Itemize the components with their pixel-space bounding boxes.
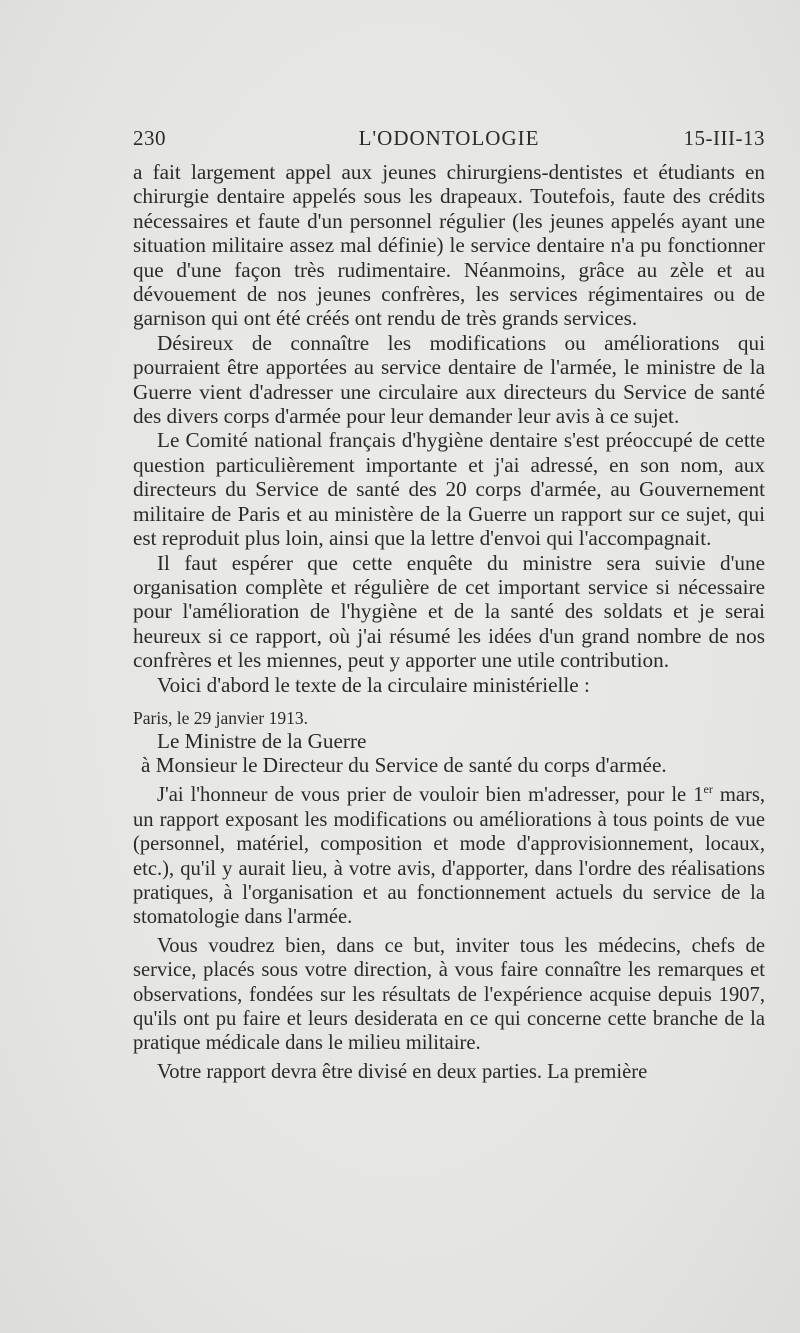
ordinal-suffix: er <box>703 782 713 797</box>
circular-paragraph-2: Vous voudrez bien, dans ce but, inviter tous les médecins, chefs de service, placés sous votre direction, à vous faire connaître les remarques et observations, fondées sur les résultats de l'expérience acquise depuis 1907, qu'ils ont pu faire et leurs desiderata en ce qui concerne cette branche de la pratique médicale dans le milieu militaire. <box>133 934 765 1055</box>
circular-paragraph-1 <box>133 783 765 929</box>
paragraph-5: Voici d'abord le texte de la circulaire ministérielle : <box>157 672 590 697</box>
paragraph-4: Il faut espérer que cette enquête du ministre sera suivie d'une organisation complète et régulière de cet important service si nécessaire pour l'amélioration de l'hygiène et de la santé des soldats et je serai heureux si ce rapport, où j'ai résumé les idées d'un grand nombre de nos confrères et les miennes, peut y apporter une utile contribution. <box>133 550 765 673</box>
circular-dateline: Paris, le 29 janvier 1913. <box>133 707 308 728</box>
circular-recipient: à Monsieur le Directeur du Service de santé du corps d'armée. <box>141 752 667 777</box>
circular-paragraph-1-rest: mars, un rapport exposant les modifications ou améliorations à tous points de vue (personnel, matériel, composition et mode d'approvisionnement, locaux, etc.), qu'il y aurait lieu, à votre avis, d'apporter, dans l'ordre des réalisations pratiques, à l'organisation et au fonctionnement actuels du service de la stomatologie dans l'armée. <box>133 784 766 929</box>
circular-sender: Le Ministre de la Guerre <box>157 728 367 753</box>
journal-title: L'ODONTOLOGIE <box>358 126 540 150</box>
circular-paragraph-3: Votre rapport devra être divisé en deux parties. La première <box>157 1060 648 1083</box>
circular-paragraph-1-start: J'ai l'honneur de vous prier de vouloir bien m'adresser, pour le 1 <box>157 784 704 807</box>
paragraph-2: Désireux de connaître les modifications ou améliorations qui pourraient être apportées au service dentaire de l'armée, le ministre de la Guerre vient d'adresser une circulaire aux directeurs du Service de santé des divers corps d'armée pour leur demander leur avis à ce sujet. <box>133 330 765 429</box>
paragraph-1: a fait largement appel aux jeunes chirurgiens-dentistes et étudiants en chirurgie dentaire appelés sous les drapeaux. Toutefois, faute des crédits nécessaires et faute d'un personnel régulier (les jeunes appelés ayant une situation militaire assez mal définie) le service dentaire n'a pu fonctionner que d'une façon très rudimentaire. Néanmoins, grâce au zèle et au dévouement de nos jeunes confrères, les services régimentaires ou de garnison qui ont été créés ont rendu de très grands services. <box>133 160 765 331</box>
issue-date: 15-III-13 <box>683 126 765 150</box>
article-body <box>133 160 765 1084</box>
running-header <box>133 126 765 156</box>
paragraph-3: Le Comité national français d'hygiène dentaire s'est préoccupé de cette question particulièrement importante et j'ai adressé, en son nom, aux directeurs du Service de santé des 20 corps d'armée, au Gouvernement militaire de Paris et au ministère de la Guerre un rapport sur ce sujet, qui est reproduit plus loin, ainsi que la lettre d'envoi qui l'accompagnait. <box>133 428 765 551</box>
page-number: 230 <box>133 126 166 150</box>
